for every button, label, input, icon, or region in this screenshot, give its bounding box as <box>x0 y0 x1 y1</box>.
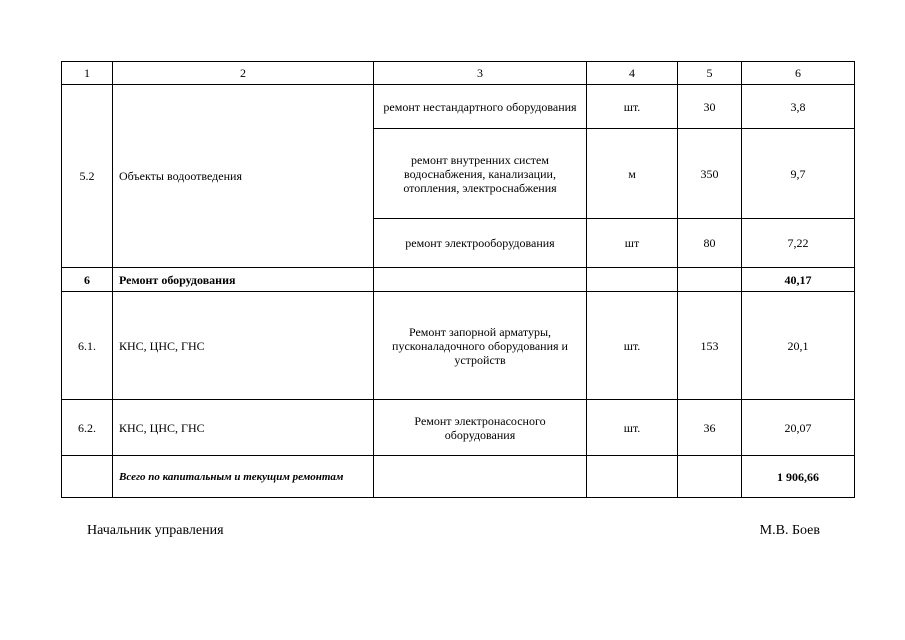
row-number: 6.2. <box>62 400 113 456</box>
section-cost: 40,17 <box>742 268 855 292</box>
empty-cell <box>374 456 587 498</box>
quantity-cell: 80 <box>678 219 742 268</box>
header-cell: 1 <box>62 62 113 85</box>
header-cell: 6 <box>742 62 855 85</box>
object-name: КНС, ЦНС, ГНС <box>113 292 374 400</box>
table-row <box>62 292 855 400</box>
work-description: Ремонт электронасосного оборудования <box>374 400 587 456</box>
table-row <box>62 85 855 129</box>
work-description: ремонт нестандартного оборудования <box>374 85 587 129</box>
cost-cell: 9,7 <box>742 129 855 219</box>
signatory-name: М.В. Боев <box>759 523 820 538</box>
repair-table <box>61 61 855 498</box>
unit-cell: шт <box>587 219 678 268</box>
header-row <box>62 62 855 85</box>
quantity-cell: 350 <box>678 129 742 219</box>
total-cost: 1 906,66 <box>742 456 855 498</box>
table-row <box>62 400 855 456</box>
unit-cell: м <box>587 129 678 219</box>
cost-cell: 7,22 <box>742 219 855 268</box>
signatory-position: Начальник управления <box>87 523 224 538</box>
row-number: 5.2 <box>62 85 113 268</box>
empty-cell <box>678 268 742 292</box>
empty-cell <box>678 456 742 498</box>
total-label: Всего по капитальным и текущим ремонтам <box>113 456 374 498</box>
header-cell: 2 <box>113 62 374 85</box>
total-row <box>62 456 855 498</box>
unit-cell: шт. <box>587 292 678 400</box>
unit-cell: шт. <box>587 85 678 129</box>
quantity-cell: 36 <box>678 400 742 456</box>
object-name: Объекты водоотведения <box>113 85 374 268</box>
empty-cell <box>374 268 587 292</box>
work-description: ремонт электрооборудования <box>374 219 587 268</box>
section-title: Ремонт оборудования <box>113 268 374 292</box>
row-number: 6.1. <box>62 292 113 400</box>
header-cell: 5 <box>678 62 742 85</box>
empty-cell <box>587 456 678 498</box>
cost-cell: 3,8 <box>742 85 855 129</box>
header-cell: 3 <box>374 62 587 85</box>
section-row <box>62 268 855 292</box>
quantity-cell: 30 <box>678 85 742 129</box>
empty-cell <box>587 268 678 292</box>
object-name: КНС, ЦНС, ГНС <box>113 400 374 456</box>
header-cell: 4 <box>587 62 678 85</box>
quantity-cell: 153 <box>678 292 742 400</box>
work-description: ремонт внутренних систем водоснабжения, канализации, отопления, электроснабжения <box>374 129 587 219</box>
section-number: 6 <box>62 268 113 292</box>
empty-cell <box>62 456 113 498</box>
cost-cell: 20,07 <box>742 400 855 456</box>
cost-cell: 20,1 <box>742 292 855 400</box>
work-description: Ремонт запорной арматуры, пусконаладочного оборудования и устройств <box>374 292 587 400</box>
unit-cell: шт. <box>587 400 678 456</box>
